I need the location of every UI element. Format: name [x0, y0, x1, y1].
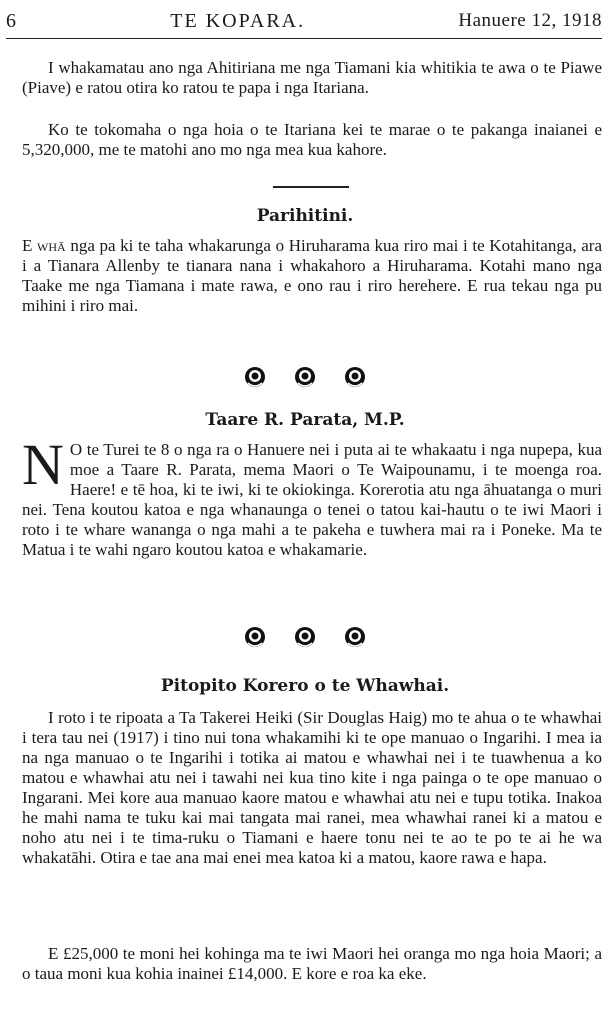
flower-ornament-icon [343, 625, 367, 649]
masthead-title: TE KOPARA. [170, 9, 306, 32]
drop-cap: N [22, 432, 64, 497]
parata-body: O te Turei te 8 o nga ra o Hanuere nei i puta ai te whakaatu i nga nupepa, kua moe a Taare R. Parata, mema Maori o Te Waipounamu, i te moenga roa. Haere! e tē hoa, ki te iwi, ki te okiokinga. Korerotia atu nga āhuatanga o muri nei. Tena koutou katoa e nga whanaunga o tenei o tatou kai-hautu o te iwi Maori i roto i te whare wananga o nga mahi a te pakeha e tuwhera mai ra i Poneke. Ma te Matua i te wahi ngaro koutou katoa e whakamarie. [22, 440, 602, 559]
intro-paragraph-2: Ko te tokomaha o nga hoia o te Itariana kei te marae o te pakanga inaianei e 5,320,000, me te matohi ano mo nga mea kua kahore. [22, 120, 602, 159]
flower-ornament-icon [243, 625, 267, 649]
ornament-row-1 [0, 364, 610, 390]
section-title-whawhai: Pitopito Korero o te Whawhai. [160, 676, 450, 696]
parata-paragraph [22, 432, 602, 560]
ornament-row-2 [0, 624, 610, 650]
section-title-parata: Taare R. Parata, M.P. [205, 410, 405, 430]
flower-ornament-icon [243, 365, 267, 389]
page-header [6, 4, 602, 39]
parihitini-body: nga pa ki te taha whakarunga o Hiruharama kua riro mai i te Kotahitanga, ara i a Tianara Allenby te tianara nana i whakahoro a Hiruharama. Kotahi mano nga Taake me nga Tiamana i mate rawa, e ono rau i riro herehere. E rua tekau nga pu mihini i riro mai. [22, 236, 603, 315]
flower-ornament-icon [343, 365, 367, 389]
flower-ornament-icon [293, 365, 317, 389]
flower-ornament-icon [293, 625, 317, 649]
section-divider [273, 186, 349, 188]
parihitini-paragraph [22, 236, 602, 316]
issue-date: Hanuere 12, 1918 [458, 10, 602, 31]
page-number: 6 [6, 9, 17, 32]
intro-paragraph-1: I whakamatau ano nga Ahitiriana me nga Tiamani kia whitikia te awa o te Piawe (Piave) e ratou otira ko ratou te papa i nga Itariana. [22, 58, 602, 97]
whawhai-paragraph-1: I roto i te ripoata a Ta Takerei Heiki (Sir Douglas Haig) mo te ahua o te whawhai i tera tau nei (1917) i tino nui tona whakamihi ki te ope manuao o Ingarihi. I mea ia na nga manuao o te Ingarihi i totika ai matou e whawhai nei i te tuawhenua a ko matou e whawhai atu nei i tawahi nei kua tino kite i nga painga o te ope manuao o Ingarani. Mei kore aua manuao kaore matou e whawhai atu nei e tupu totika. Inakoa he mahi nama te tuku kai mai tangata mai ranei, mea whawhai ranei ki a matou e noho atu nei i te tima-ruku o Tiamani e haere tonu nei te ao te po te ai he wa whakatāhi. Otira e tae ana mai enei mea katoa ki a matou, kaore rawa e hapa. [22, 708, 602, 867]
section-title-parihitini: Parihitini. [256, 206, 354, 226]
whawhai-paragraph-2: E £25,000 te moni hei kohinga ma te iwi Maori hei oranga mo nga hoia Maori; a o taua moni kua kohia inainei £14,000. E kore e roa ka eke. [22, 944, 602, 983]
lead-word: E whā [22, 236, 66, 255]
